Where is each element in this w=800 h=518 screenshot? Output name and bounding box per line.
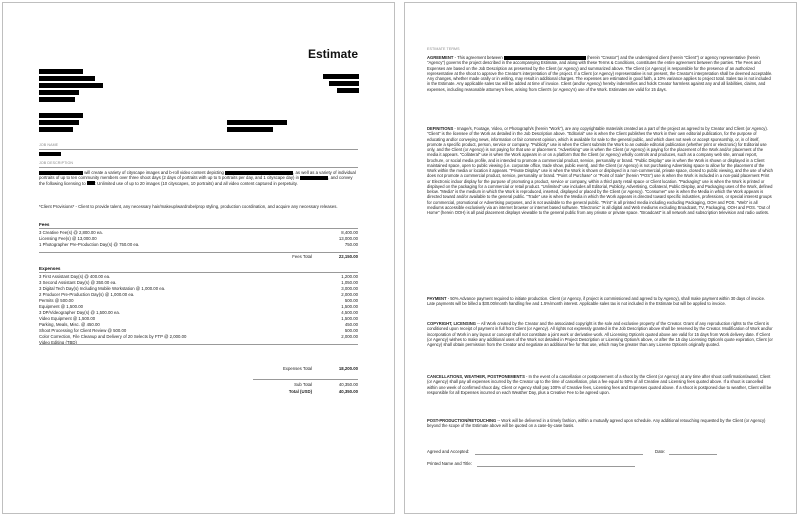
redacted-client-line	[227, 120, 287, 125]
expenses-total-label: Expenses Total	[282, 366, 312, 371]
line-item-description: 1 Photographer Pre-Production Day(s) @ 750.00 ea.	[39, 242, 140, 247]
client-provisions: *Client Provisions* - Client to provide talent, any necessary hair/makeup/wardrobe/prop styling, production coordination, and acquire any necessary releases.	[39, 204, 338, 209]
redacted-sender-line	[39, 69, 83, 74]
post-production-paragraph: POST-PRODUCTION/RETOUCHING -- Work will be delivered in a timely fashion, within a mutually agreed upon schedule. Any additional retouching requested by the Client (or Agency) beyond the scope of the Estimate above will be quoted on a case-by-case basis.	[427, 418, 766, 429]
estimate-terms-label: ESTIMATE TERMS	[427, 47, 460, 51]
printed-name-line[interactable]	[477, 466, 635, 467]
line-item-description: 3 First Assistant Day(s) @ 400.00 ea.	[39, 274, 111, 279]
redacted-estimate-info	[337, 88, 359, 93]
line-item-amount: 1,500.00	[341, 316, 358, 321]
line-item-description: Shoot Processing for Client Review @ 500.00	[39, 328, 127, 333]
line-item-description: Parking, Meals, Misc. @ 450.00	[39, 322, 100, 327]
redacted-sender-line	[39, 76, 95, 81]
line-item-amount: 1,050.00	[341, 280, 358, 285]
job-description-label: JOB DESCRIPTION	[39, 161, 74, 165]
line-item-description: 3 Second Assistant Day(s) @ 350.00 ea.	[39, 280, 117, 285]
line-item-amount: 3,000.00	[341, 286, 358, 291]
line-item-description: Licensing Fee(s) @ 13,000.00	[39, 236, 97, 241]
fees-heading: Fees	[39, 222, 50, 227]
line-item-row	[39, 242, 358, 248]
estimate-page-2	[404, 2, 797, 514]
grand-total-value: 40,350.00	[338, 389, 358, 394]
line-item-amount: 2,000.00	[341, 292, 358, 297]
line-item-row	[39, 340, 358, 346]
redacted-job-name	[39, 152, 61, 156]
redacted-estimate-info	[329, 81, 359, 86]
line-item-amount: 1,500.00	[341, 304, 358, 309]
line-item-description: Color Correction, File Cleanup and Delivery of 20 Selects by FTP @ 2,000.00	[39, 334, 187, 339]
redacted-estimate-info	[323, 74, 359, 79]
grand-total-label: Total (USD)	[288, 389, 312, 394]
copyright-paragraph: COPYRIGHT, LICENSING -- All Work created by the Creator and the associated copyright is the sole and exclusive property of the Creator. Grant of any reproduction rights to the Client is conditioned upon receipt of payment in full from Client (or Agency). All rights not expressly granted in the Job Description above shall be reserved by the Creator. Modification of Work and/or incorporation of Work in any layout or concept shall not constitute a joint work or derivative work. All Licensing Option/s quoted above are valid for 15 days from Work delivery date. If Client (or Agency) wishes to make any additional uses of the Work not detailed in Project Description or Licensing Option/s above, or after the 15 day Licensing Option/s quote expiration, Client (or Agency) shall obtain permission from the Creator and negotiate an additional fee for that use, which may be greater than any License Option/s originally quoted.	[427, 321, 773, 347]
printed-name-label: Printed Name and Title:	[427, 461, 472, 466]
redacted-client	[87, 181, 95, 185]
line-item-amount: 1,200.00	[341, 274, 358, 279]
redacted-client-line	[39, 120, 79, 125]
line-item-description: Video Editing (TBD)	[39, 340, 77, 345]
job-description: will create a variety of cityscape images and b-roll video content depicting , as well as a variety of individual portraits of up to ten community members over three shoot days (2 days of portraits with up to 5 portraits per day, and 1 cityscape day) in , and convey the following licensing to : Unlimited use of up to 20 images (10 cityscapes, 10 portraits) and all video content captured in perpetuity.	[39, 170, 356, 186]
redacted-creator-name	[504, 56, 586, 60]
line-item-description: Permits @ 500.00	[39, 298, 74, 303]
divider	[39, 252, 358, 253]
line-item-amount: 2,000.00	[341, 334, 358, 339]
line-item-amount: 13,000.00	[338, 236, 358, 241]
fees-total-label: Fees Total	[292, 254, 312, 259]
line-item-description: 3 DP/Videographer Day(s) @ 1,500.00 ea.	[39, 310, 120, 315]
redacted-client-line	[39, 113, 83, 118]
divider	[253, 379, 358, 380]
expenses-total-value: 18,200.00	[338, 366, 358, 371]
estimate-page-1	[2, 2, 395, 514]
signature-line[interactable]	[475, 454, 643, 455]
cancellation-paragraph: CANCELLATIONS, WEATHER, POSTPONEMENTS - In the event of a cancellation or postponement of a shoot by the Client (or Agency) at any time after shoot confirmation/award, Client (or Agency) shall pay all expenses incurred by the Creator up to the time of cancellation, plus a fee equal to 50% of all Creative and Licensing fees quoted above. If a shoot is cancelled within one week of confirmed shoot day, Client or Agency shall pay 100% of Creative fees, Licensing fees and Expenses quoted above. If a shoot is postponed due to weather, Client will be responsible for all Expenses incurred on each Weather Day, plus a Creative Fee to be agreed upon.	[427, 374, 772, 395]
redacted-location	[225, 171, 293, 175]
line-item-amount: 4,500.00	[341, 310, 358, 315]
payment-paragraph: PAYMENT - 50% Advance payment required to initiate production. Client (or Agency, if project is commissioned and agreed to by Agency), shall make payment within 30 days of invoice. Late payments will be billed a $30.00/month handling fee and 1.5%/month interest. Applicable sales tax is not included in the Estimate but will be applied to invoice.	[427, 296, 766, 307]
line-item-amount: 450.00	[344, 322, 358, 327]
line-item-description: Video Equipment @ 1,500.00	[39, 316, 96, 321]
divider	[39, 344, 358, 345]
line-item-amount: 8,400.00	[341, 230, 358, 235]
line-item-amount: 500.00	[344, 328, 358, 333]
job-name-label: JOB NAME	[39, 143, 59, 147]
line-item-amount: 750.00	[344, 242, 358, 247]
line-item-description: Equipment @ 1,500.00	[39, 304, 84, 309]
date-label: Date:	[655, 449, 666, 454]
redacted-creator	[39, 171, 83, 175]
redacted-client-line	[39, 127, 73, 132]
fees-total-value: 22,150.00	[338, 254, 358, 259]
agreement-paragraph: AGREEMENT - This agreement between (herein "Creator") and the undersigned client (herein "Client") or agency representative (herein "Agency") governs the project described in the accompanying Estimate, and along with these Terms & Conditions, constitutes the entire agreement between the parties. The Fees and Expenses are based on the Job Description as presented by the Client (or Agency) and summarized above. The Client (or Agency) is responsible for the presence of an authorized representative at the shoot to approve the Creator's interpretation of the project. If a Client (or Agency) representative is not present, the Creator's interpretation shall be deemed acceptable. Any changes, whether made orally or in writing, may result in additional charges. The expenses are estimated in good faith, a 10% variance applies to project total. Sales tax is not included in the Estimate. Any applicable sales tax will be added at time of invoice. Client (and/or Agency) hereby indemnifies and holds Creator harmless against any and all liabilities, claims, and expenses, including reasonable attorney's fees, arising from Client's (or Agency's) use of the Work. Estimates are valid for 15 days.	[427, 55, 773, 92]
definitions-paragraph: DEFINITIONS - Image/s, Footage, Video, or Photograph/s (herein "Work"), are any copyrightable materials created as a part of the project as agreed to by Creator and Client (or Agency). "Client" is the licensee of the Work as detailed in the Job Description above. "Editorial" use is when the Client publishes the Work in their own editorial publication, for the purpose of educating and/or conveying news, information or fair comment opinion, which is available for sale to the general public, and which does not seek or accept sponsorship, or, in of itself, promote a specific product, person, service or company. "Publicity" use is when the Client submits the Work to an outside editorial publication (whether print or electronic) for Editorial use only, and the Client (or Agency) is not paying for that use or placement. "Advertising" use is when the Client (or Agency) is paying for the placement of the Work and/or placement of the media it appears. "Collateral" use is when the Work appears in or on a platform that the Client (or Agency) wholly controls and produces, such as a company web site, annual report, brochure, or social media profile, and is intended to promote a commercial product, service, personality or brand. "Public Display" use is when the Work is shown or displayed in a Client maintained space, open to public viewing (i.e. corporate office, trade show, public event), and the Client (or Agency) is not purchasing Advertising space to allow for the placement of the Work within the media or location it appears. "Private Display" use is when the Work is shown or displayed in a non-commercial, private space, closed to public viewing, and the use of which does not promote a commercial product, service, personality or brand. "Point of Purchase" or "Point of Sale" (herein "POS") use is when the Work is included in a non-paid placement Print or Electronic indoor display for the purpose of promoting a product, service or company, within a third party retail space or Client location. "Packaging" use is when the Work is printed or displayed on the packaging for a commercial or retail product. "Unlimited" use includes all Editorial, Publicity, Advertising, Collateral, Public Display, and Packaging uses of the Work, defined below. "Media" is the medium in which the Work is reproduced, inserted, displayed or placed by the Client (or Agency). "Consumer" use is when the Media in which the Work appears is directed toward and/or available to the general public. "Trade" use is when the Media in which the Work appears is directed toward specific industries, professions, or special interest groups for commercial, promotional or Advertising purposes, and is not available to the general public. "Print" is all printed media including excluding Packaging, OOH and POS. "Web" is all mediums accessible exclusively via an internet browser or internet based software. "Electronic" is all digital and Web mediums excluding Broadcast, TV, Packaging, OOH and POS. "Out of Home" (herein OOH) is all paid placement displays viewable to the general public from any private or private space. "Broadcast" is all network and subscription television and radio outlets.	[427, 126, 773, 215]
redacted-city	[300, 176, 328, 180]
sub-total-value: 40,350.00	[338, 382, 358, 387]
page-title: Estimate	[307, 47, 358, 61]
redacted-sender-line	[39, 83, 103, 88]
divider	[39, 228, 358, 229]
line-item-amount: 500.00	[344, 298, 358, 303]
divider	[39, 149, 358, 150]
divider	[39, 272, 358, 273]
sub-total-label: Sub Total	[294, 382, 312, 387]
redacted-sender-line	[39, 90, 79, 95]
line-item-description: 3 Digital Tech Day(s) Including Mobile Workstation @ 1,000.00 ea.	[39, 286, 166, 291]
redacted-client-line	[227, 127, 273, 132]
line-item-description: 2 Producer Pre-Production Day(s) @ 1,000.00 ea.	[39, 292, 135, 297]
expenses-heading: Expenses	[39, 266, 61, 271]
divider	[39, 167, 358, 168]
line-item-description: 3 Creative Fee(s) @ 2,800.00 ea.	[39, 230, 103, 235]
date-line[interactable]	[669, 454, 717, 455]
redacted-sender-line	[39, 97, 75, 102]
agreed-label: Agreed and Accepted:	[427, 449, 470, 454]
